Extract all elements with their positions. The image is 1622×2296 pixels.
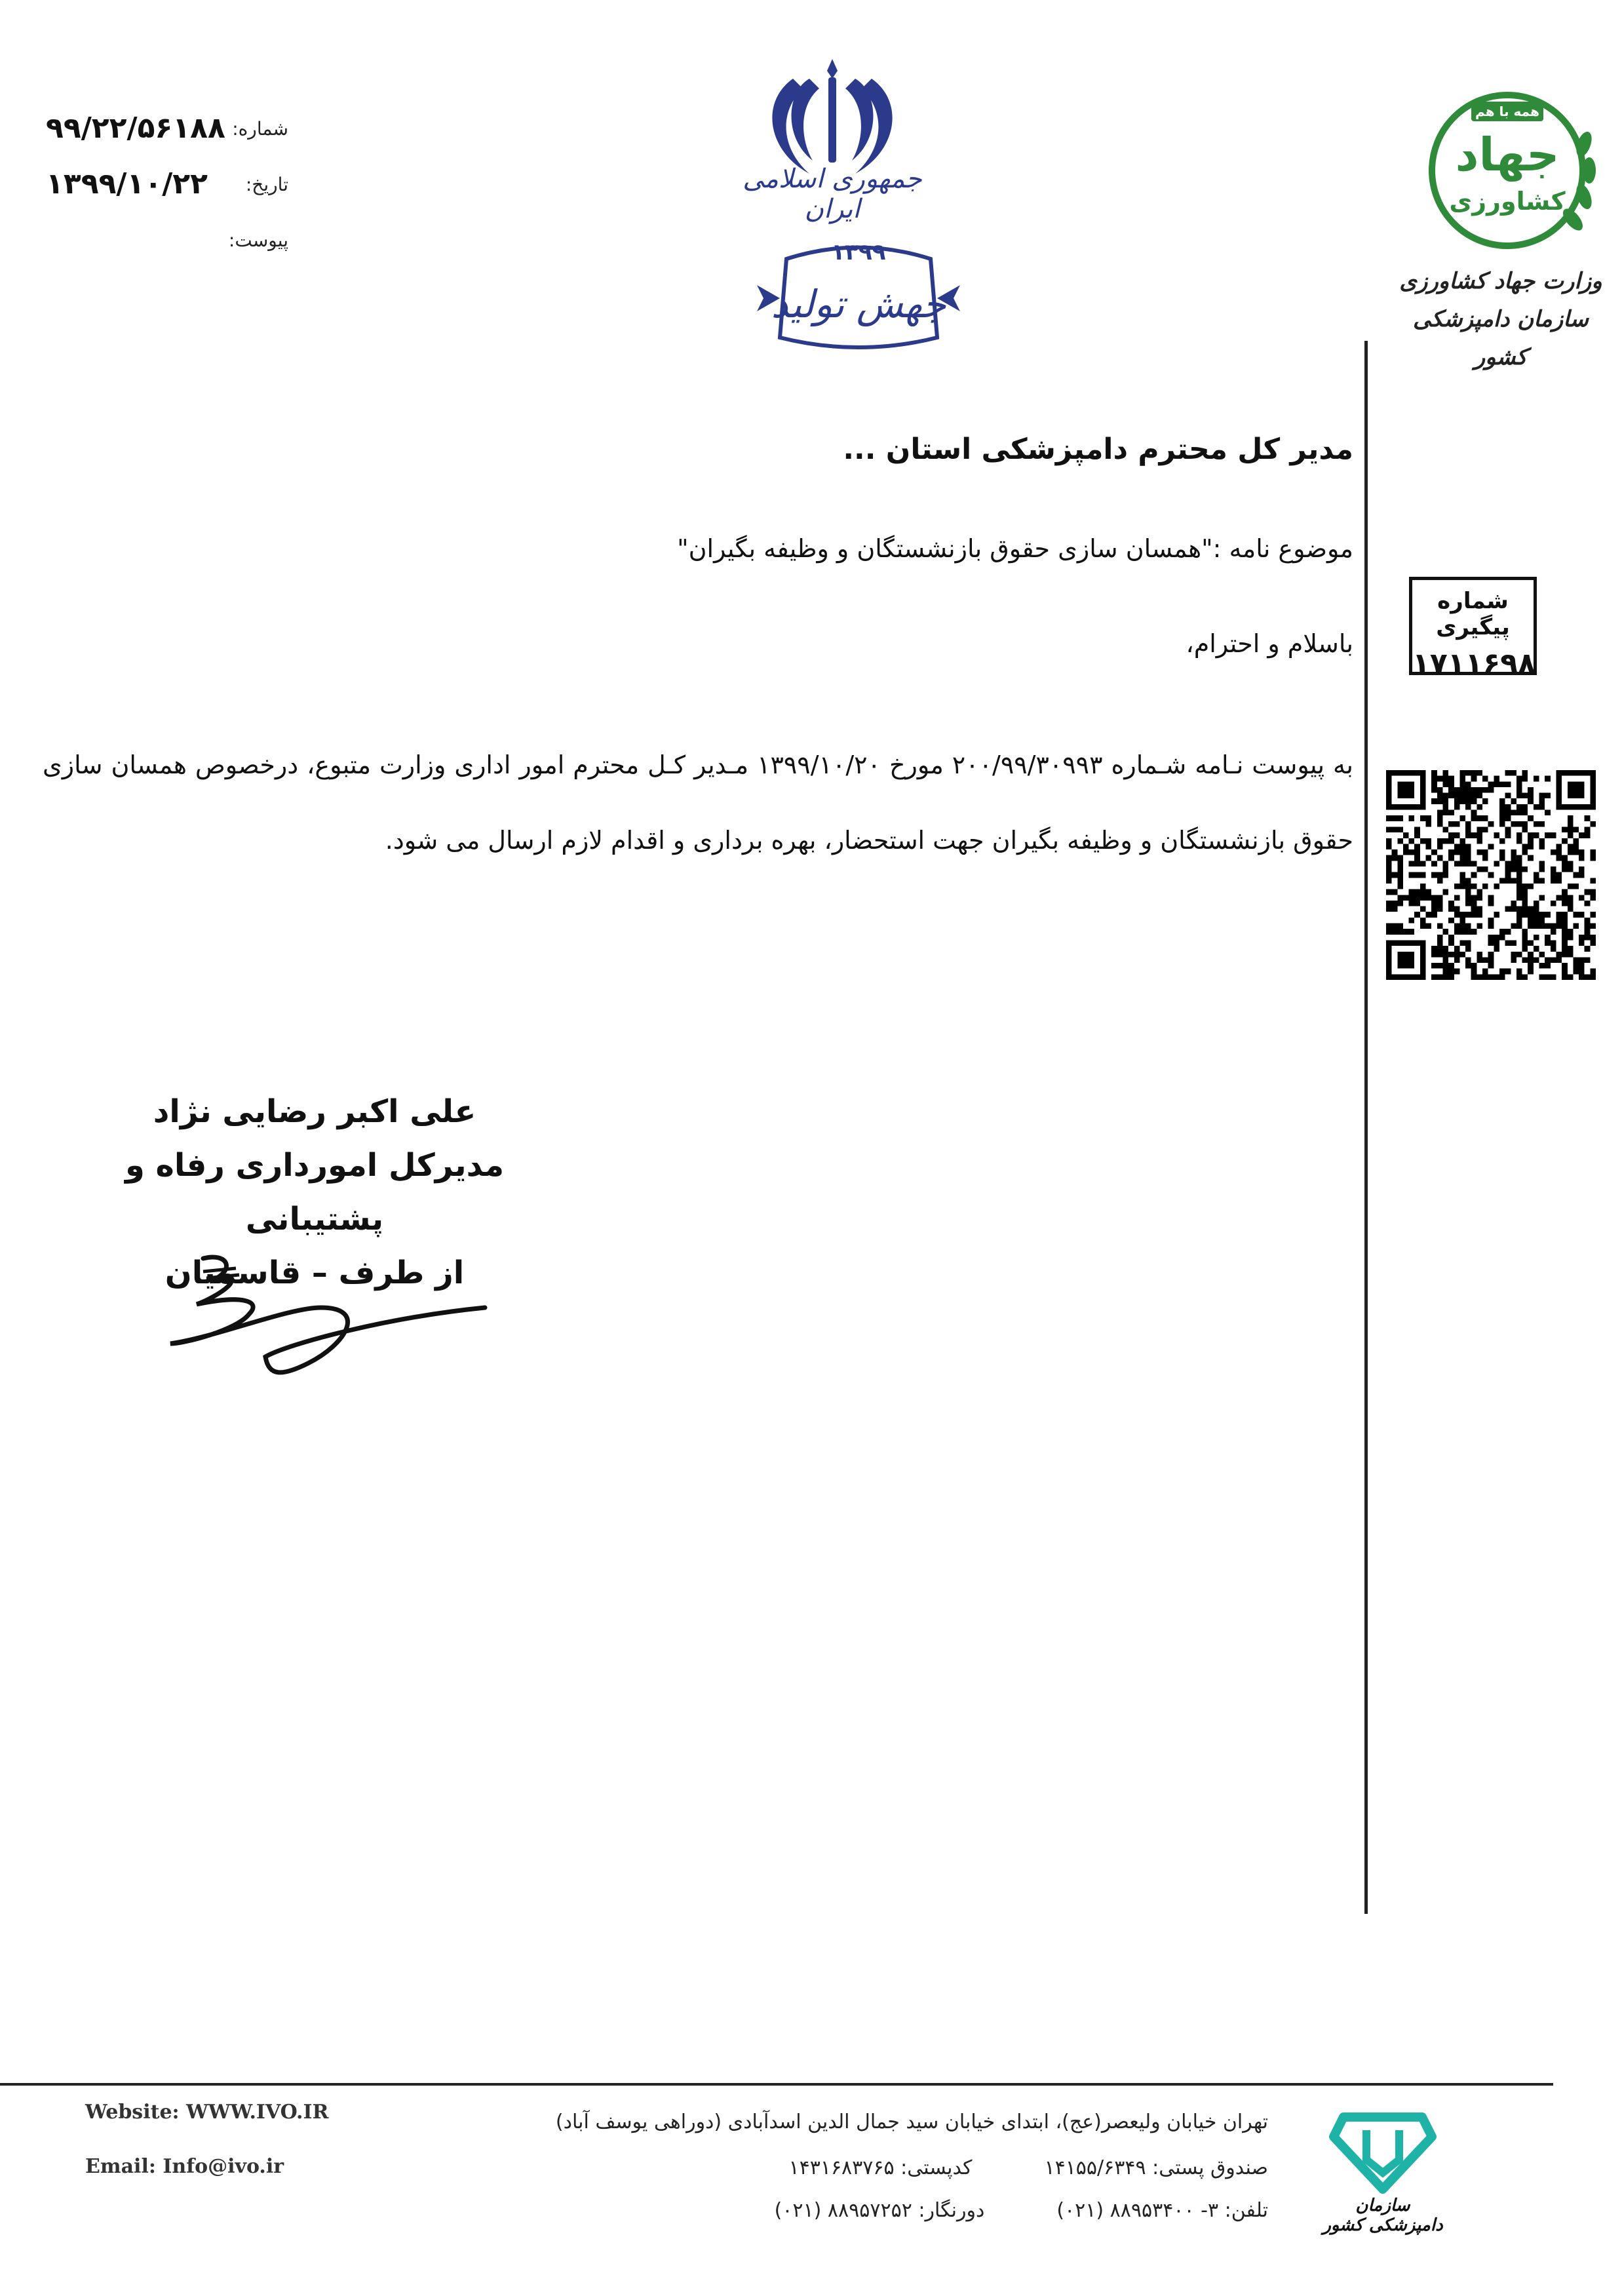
ivo-footer-logo xyxy=(1317,2097,1448,2235)
letter-date-label: تاریخ: xyxy=(245,174,288,195)
ministry-line-2: سازمان دامپزشکی کشور xyxy=(1412,306,1589,370)
letter-body: به پیوست نـامه شـماره ۲۰۰/۹۹/۳۰۹۹۳ مورخ ۱۳۹۹/۱۰/۲۰ مـدیر کـل محترم امور اداری وزارت متبوع، درخصوص همسان سازی حقوق بازنشستگان و وظیفه بگیران جهت استحضار، بهره برداری و اقدام لازم ارسال می شود. xyxy=(43,750,1353,855)
footer-pobox: صندوق پستی: ۱۴۱۵۵/۶۳۴۹ xyxy=(1044,2156,1268,2179)
letter-date-row xyxy=(39,167,288,213)
footer-pobox-row xyxy=(482,2156,1268,2179)
letter-number-value: ۹۹/۲۲/۵۶۱۸۸ xyxy=(46,111,225,145)
footer-fax: دورنگار: ۸۸۹۵۷۲۵۲ (۰۲۱) xyxy=(774,2199,985,2222)
jahad-keshavarzi-logo xyxy=(1412,72,1602,262)
subject-line: موضوع نامه :"همسان سازی حقوق بازنشستگان و وظیفه بگیران" xyxy=(677,534,1353,563)
tracking-box xyxy=(1409,577,1537,680)
ministry-line-1: وزارت جهاد کشاورزی xyxy=(1399,268,1602,294)
footer-rule xyxy=(0,2083,1553,2086)
tracking-label: شماره پیگیری xyxy=(1436,588,1510,640)
footer-address: تهران خیابان ولیعصر(عج)، ابتدای خیابان سید جمال الدین اسدآبادی (دوراهی یوسف آباد) xyxy=(555,2111,1268,2133)
attachment-row xyxy=(39,223,288,269)
qr-code-icon xyxy=(1386,770,1596,980)
jahad-logo-sub: کشاورزی xyxy=(1449,187,1566,216)
signer-on-behalf: از طرف – قاسمیان xyxy=(164,1255,465,1291)
ministry-name xyxy=(1396,262,1606,376)
footer-website: Website: WWW.IVO.IR xyxy=(85,2101,329,2124)
badge-text: جهش تولید xyxy=(771,282,946,326)
badge-year: ۱۳۹۹ xyxy=(831,239,886,265)
jahad-logo-main: جهاد xyxy=(1455,128,1560,182)
signer-name: علی اکبر رضایی نژاد xyxy=(153,1093,476,1130)
margin-rule xyxy=(1364,341,1368,1914)
recipient-line: مدیر کل محترم دامپزشکی استان ... xyxy=(843,433,1353,466)
jahad-logo-top: همه با هم xyxy=(1475,104,1539,119)
ivo-logo-caption: سازمان دامپزشکی کشور xyxy=(1323,2196,1443,2235)
footer-phone-row xyxy=(482,2199,1268,2222)
tracking-number: ۱۷۱۱۶۹۸ xyxy=(1412,647,1535,680)
letter-number-label: شماره: xyxy=(232,118,288,140)
footer-phone: تلفن: ۳- ۸۸۹۵۳۴۰۰ (۰۲۱) xyxy=(1056,2199,1268,2222)
salutation: باسلام و احترام، xyxy=(1186,629,1353,658)
letter-number-row xyxy=(39,111,288,157)
footer-email: Email: Info@ivo.ir xyxy=(85,2155,284,2178)
footer-postcode: کدپستی: ۱۴۳۱۶۸۳۷۶۵ xyxy=(788,2156,973,2179)
signer-title: مدیرکل امورداری رفاه و پشتیبانی xyxy=(125,1147,505,1237)
emblem-caption: جمهوری اسلامی ایران xyxy=(743,164,922,224)
ivo-shield-icon xyxy=(1317,2097,1448,2202)
letter-date-value: ۱۳۹۹/۱۰/۲۲ xyxy=(46,167,208,201)
handwritten-signature-icon xyxy=(157,1245,498,1403)
attachment-label: پیوست: xyxy=(228,229,288,251)
